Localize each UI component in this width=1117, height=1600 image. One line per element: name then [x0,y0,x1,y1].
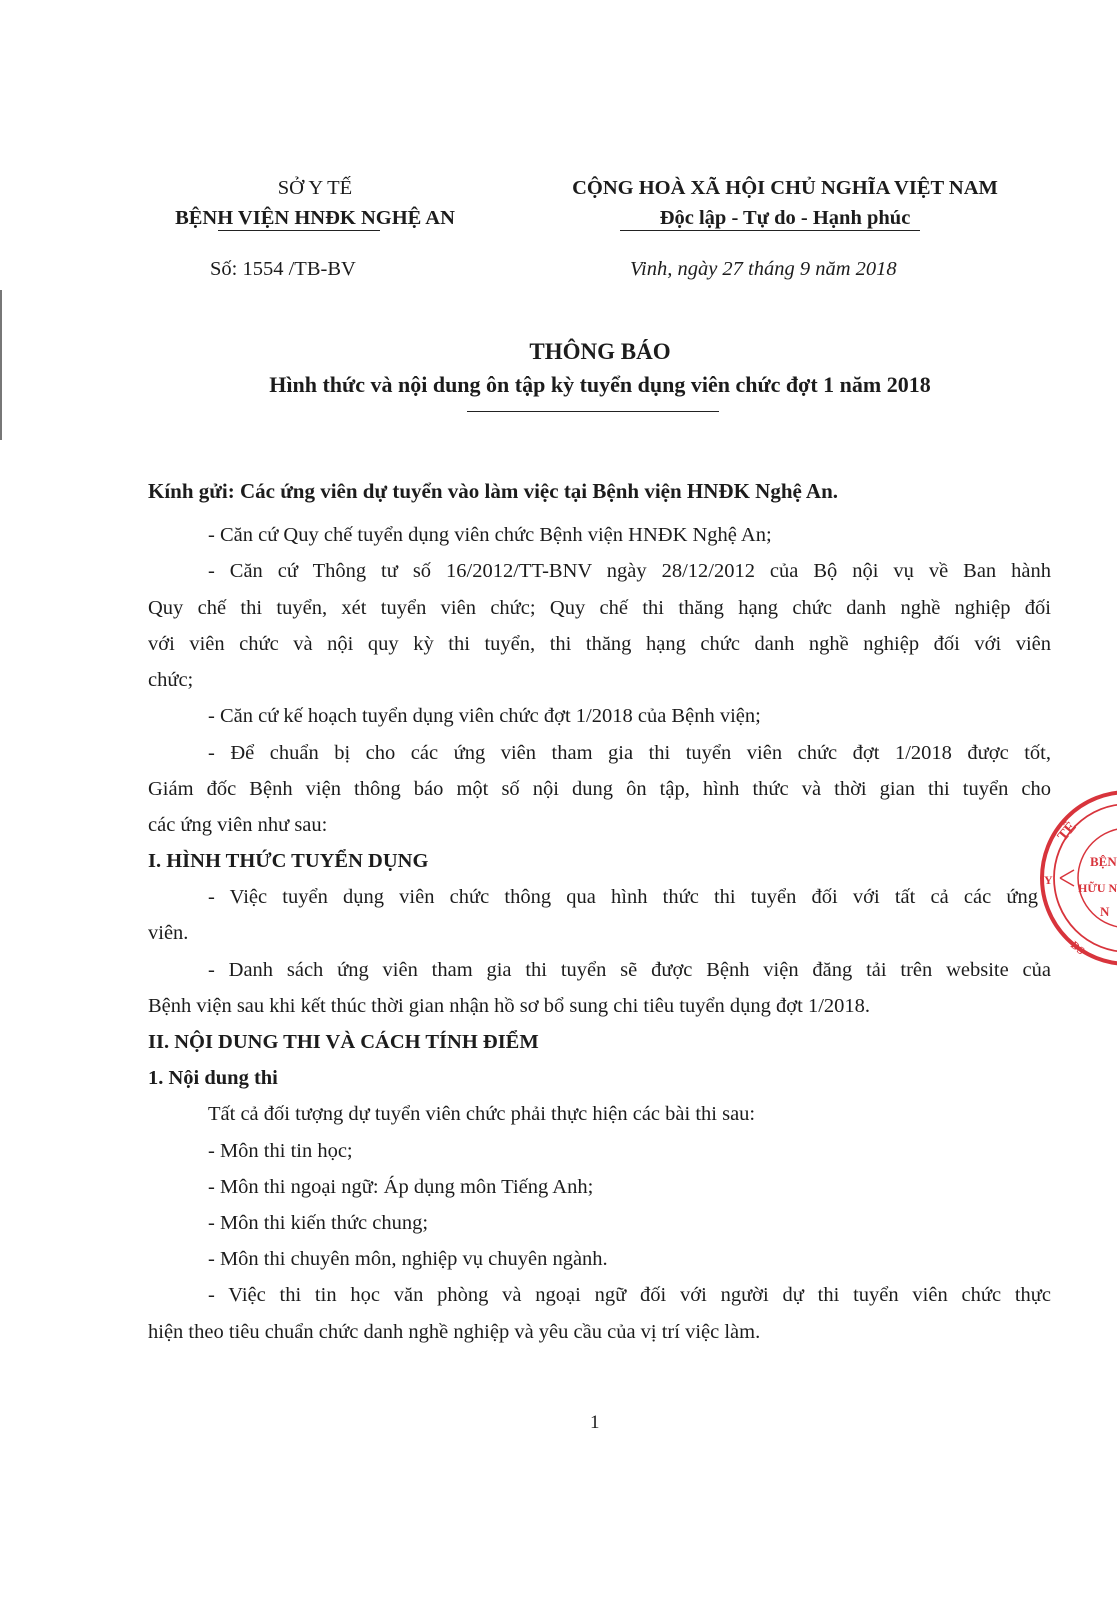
document-number: Số: 1554 /TB-BV [210,258,356,280]
basis-line: chức; [148,669,194,691]
section-1-heading: I. HÌNH THỨC TUYỂN DỤNG [148,850,429,872]
basis-line: với viên chức và nội quy kỳ thi tuyển, thi thăng hạng chức danh nghề nghiệp đối với viên [148,633,1051,655]
place-and-date: Vinh, ngày 27 tháng 9 năm 2018 [630,258,897,280]
seal-text: N [1100,904,1110,919]
seal-text: HỮU N [1078,881,1117,895]
basis-line: - Căn cứ kế hoạch tuyển dụng viên chức đợt 1/2018 của Bệnh viện; [208,705,761,727]
seal-text: Y [1044,873,1053,887]
basis-line: - Căn cứ Thông tư số 16/2012/TT-BNV ngày 28/12/2012 của Bộ nội vụ về Ban hành [208,560,1051,582]
section-2-line: - Việc thi tin học văn phòng và ngoại ngữ đối với người dự thi tuyển viên chức thực [208,1284,1051,1306]
basis-line: - Để chuẩn bị cho các ứng viên tham gia thi tuyển viên chức đợt 1/2018 được tốt, [208,742,1051,764]
section-2-line: - Môn thi tin học; [208,1140,353,1162]
seal-text: TẾ [1054,818,1080,845]
basis-line: các ứng viên như sau: [148,814,328,836]
section-1-line: Bệnh viện sau khi kết thúc thời gian nhận hồ sơ bổ sung chi tiêu tuyển dụng đợt 1/2018. [148,995,871,1017]
document-body [148,0,1051,1400]
hospital-name: BỆNH VIỆN HNĐK NGHỆ AN [175,207,455,229]
salutation: Kính gửi: Các ứng viên dự tuyển vào làm việc tại Bệnh viện HNĐK Nghệ An. [148,479,839,503]
seal-text: BỆN [1090,854,1117,869]
basis-line: - Căn cứ Quy chế tuyển dụng viên chức Bệnh viện HNĐK Nghệ An; [208,524,772,546]
official-seal-stamp [1030,786,1117,976]
agency-name: SỞ Y TẾ [277,177,353,199]
page-number: 1 [590,1412,600,1433]
section-2-line: - Môn thi chuyên môn, nghiệp vụ chuyên ngành. [208,1248,608,1270]
scan-edge-mark [0,290,2,440]
section-2-line: - Môn thi ngoại ngữ: Áp dụng môn Tiếng Anh; [208,1176,594,1198]
section-1-line: viên. [148,922,189,944]
section-2-line: - Môn thi kiến thức chung; [208,1212,429,1234]
seal-text: DS [1068,939,1087,958]
section-1-line: - Việc tuyển dụng viên chức thông qua hình thức thi tuyển đối với tất cả các ứng [208,886,1038,908]
section-2-subheading: 1. Nội dung thi [148,1067,278,1089]
section-1-line: - Danh sách ứng viên tham gia thi tuyển sẽ được Bệnh viện đăng tải trên website của [208,959,1051,981]
document-subtitle: Hình thức và nội dung ôn tập kỳ tuyển dụng viên chức đợt 1 năm 2018 [269,372,931,397]
nation-name: CỘNG HOÀ XÃ HỘI CHỦ NGHĨA VIỆT NAM [572,177,998,199]
document-title: THÔNG BÁO [529,339,671,364]
section-2-heading: II. NỘI DUNG THI VÀ CÁCH TÍNH ĐIỂM [148,1031,539,1053]
basis-line: Giám đốc Bệnh viện thông báo một số nội dung ôn tập, hình thức và thời gian thi tuyển cho [148,778,1051,800]
national-motto: Độc lập - Tự do - Hạnh phúc [659,207,911,229]
section-2-line: hiện theo tiêu chuẩn chức danh nghề nghiệp và yêu cầu của vị trí việc làm. [148,1321,761,1343]
section-2-line: Tất cả đối tượng dự tuyển viên chức phải thực hiện các bài thi sau: [208,1103,756,1125]
basis-line: Quy chế thi tuyển, xét tuyển viên chức; Quy chế thi thăng hạng chức danh nghề nghiệp đối [148,597,1051,619]
